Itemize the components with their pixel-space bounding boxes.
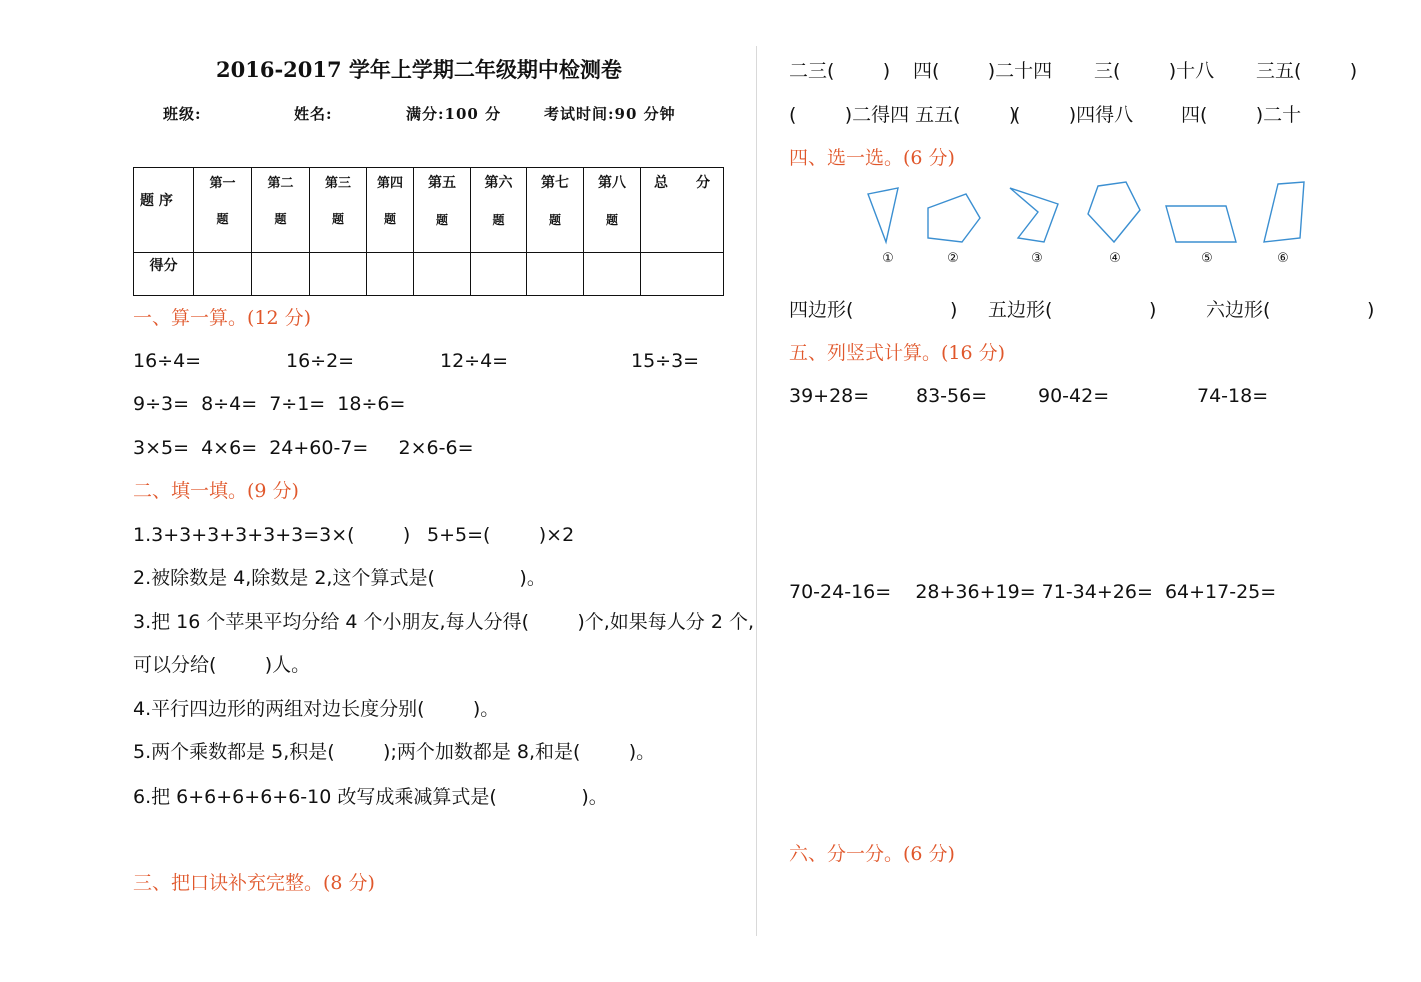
column-header-top: 第四 [376, 176, 403, 191]
column-header-bottom: 题 [383, 212, 396, 226]
total-score-cell[interactable] [641, 253, 724, 296]
s2-q2: 2.被除数是 4,除数是 2,这个算式是( )。 [133, 567, 546, 589]
s1-item-4: 15÷3= [631, 350, 700, 372]
column-header-6 [471, 168, 527, 253]
page-title: 2016-2017 学年上学期二年级期中检测卷 [216, 57, 622, 82]
polygon-shapes [858, 176, 1318, 268]
s1-row-3: 3×5= 4×6= 24+60-7= 2×6-6= [133, 437, 474, 459]
column-header-bottom: 题 [216, 212, 229, 226]
total-label: 总 分 [654, 175, 710, 191]
column-header-bottom: 题 [274, 212, 287, 226]
column-header-top: 第三 [324, 176, 351, 191]
column-header-7 [527, 168, 584, 253]
s3-r1-item-4: 三五( ) [1256, 60, 1358, 82]
column-header-bottom: 题 [435, 213, 448, 227]
section2-title: 二、填一填。(9 分) [133, 480, 299, 502]
full-score-label: 满分:100 分 [406, 105, 502, 123]
s2-q3a: 3.把 16 个苹果平均分给 4 个小朋友,每人分得( )个,如果每人分 2 个, [133, 611, 754, 633]
column-header-3 [310, 168, 367, 253]
score-cell[interactable] [252, 253, 310, 296]
section4-title: 四、选一选。(6 分) [789, 147, 955, 169]
column-divider [756, 46, 757, 936]
column-header-4 [367, 168, 414, 253]
s3-r2-item-1: ( )二得四 五五( ) [789, 104, 1017, 126]
polygon-shape-1 [868, 188, 898, 242]
column-header-top: 第二 [267, 176, 294, 191]
row-header-label: 题 序 [140, 193, 173, 209]
s1-row-2: 9÷3= 8÷4= 7÷1= 18÷6= [133, 393, 406, 415]
s3-r1-item-1: 二三( ) [789, 60, 891, 82]
score-table [133, 167, 724, 296]
score-cell[interactable] [414, 253, 471, 296]
shape-label-4: ④ [1109, 251, 1121, 266]
shape-label-5: ⑤ [1201, 251, 1213, 266]
s1-item-1: 16÷4= [133, 350, 202, 372]
s4-answer-quadrilateral: 四边形( ) [789, 299, 958, 321]
score-cell[interactable] [527, 253, 584, 296]
column-header-5 [414, 168, 471, 253]
s3-r2-item-2: ( )四得八 [1013, 104, 1134, 126]
s4-answer-pentagon: 五边形( ) [988, 299, 1157, 321]
column-header-top: 第六 [484, 175, 513, 191]
column-header-2 [252, 168, 310, 253]
section3-title: 三、把口诀补充完整。(8 分) [133, 872, 375, 894]
polygon-shape-6 [1264, 182, 1304, 242]
section5-title: 五、列竖式计算。(16 分) [789, 342, 1006, 364]
section6-title: 六、分一分。(6 分) [789, 843, 955, 865]
s2-q5: 5.两个乘数都是 5,积是( );两个加数都是 8,和是( )。 [133, 741, 656, 763]
polygon-shape-4 [1088, 182, 1140, 242]
column-header-bottom: 题 [605, 213, 618, 227]
score-cell[interactable] [367, 253, 414, 296]
s5-item-1: 39+28= [789, 385, 870, 407]
s4-answer-hexagon: 六边形( ) [1206, 299, 1375, 321]
score-cell[interactable] [471, 253, 527, 296]
column-header-top: 第一 [209, 176, 236, 191]
column-header-8 [584, 168, 641, 253]
column-header-bottom: 题 [331, 212, 344, 226]
column-header-bottom: 题 [548, 213, 561, 227]
score-cell[interactable] [310, 253, 367, 296]
s2-q3b: 可以分给( )人。 [133, 654, 311, 676]
shape-label-6: ⑥ [1277, 251, 1289, 266]
row-header-cell [134, 168, 194, 253]
shape-label-3: ③ [1031, 251, 1043, 266]
s5-item-3: 90-42= [1038, 385, 1110, 407]
s2-q6: 6.把 6+6+6+6+6-10 改写成乘减算式是( )。 [133, 786, 608, 808]
column-header-top: 第七 [541, 175, 569, 191]
class-label: 班级: [163, 105, 202, 123]
score-cell[interactable] [584, 253, 641, 296]
s2-q4: 4.平行四边形的两组对边长度分别( )。 [133, 698, 500, 720]
total-header [641, 168, 724, 253]
shape-label-2: ② [947, 251, 959, 266]
s3-r2-item-3: 四( )二十 [1181, 104, 1302, 126]
score-row-label: 得分 [149, 258, 178, 274]
exam-time-label: 考试时间:90 分钟 [544, 105, 676, 123]
column-header-bottom: 题 [492, 213, 505, 227]
column-header-top: 第八 [598, 175, 626, 191]
score-cell[interactable] [194, 253, 252, 296]
column-header-top: 第五 [428, 175, 456, 191]
polygon-shape-2 [928, 194, 980, 242]
polygon-shape-5 [1166, 206, 1236, 242]
s2-q1b: 5+5=( )×2 [427, 524, 575, 546]
s3-r1-item-3: 三( )十八 [1094, 60, 1215, 82]
polygon-shape-3 [1010, 188, 1058, 242]
section1-title: 一、算一算。(12 分) [133, 307, 312, 329]
s1-item-2: 16÷2= [286, 350, 355, 372]
shape-label-1: ① [882, 251, 894, 266]
s1-item-3: 12÷4= [440, 350, 509, 372]
s5-row-2: 70-24-16= 28+36+19= 71-34+26= 64+17-25= [789, 581, 1277, 603]
s2-q1a: 1.3+3+3+3+3+3=3×( ) [133, 524, 411, 546]
column-header-1 [194, 168, 252, 253]
score-row-header [134, 253, 194, 296]
s5-item-4: 74-18= [1197, 385, 1269, 407]
name-label: 姓名: [294, 105, 333, 123]
s5-item-2: 83-56= [916, 385, 988, 407]
s3-r1-item-2: 四( )二十四 [913, 60, 1053, 82]
